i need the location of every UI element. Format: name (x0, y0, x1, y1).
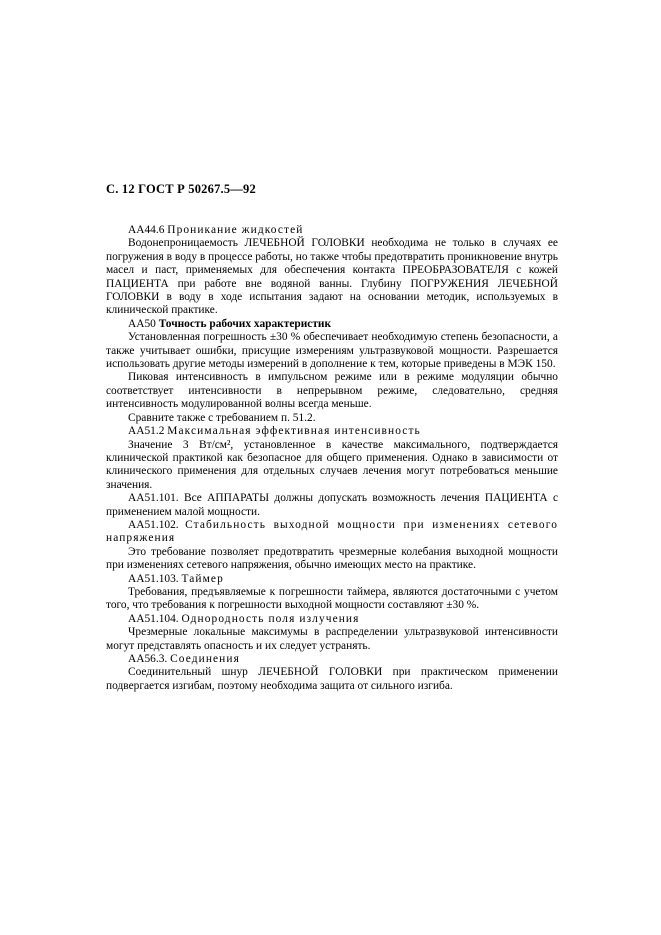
paragraph-text: Требования, предъявляемые к погрешности таймера, являются достаточными с учетом того, что требования к погрешности выходной мощности составляют ±30 %. (106, 585, 558, 612)
paragraph (106, 626, 558, 653)
section-title: Точность рабочих характеристик (158, 317, 332, 330)
section-title: Проникание жидкостей (167, 224, 304, 236)
paragraph-text: Значение 3 Вт/см², установленное в качестве максимального, подтверждается клинической практикой как безопасное для общего применения. Однако в зависимости от клинического применения для отдельных случаев лечения могут потребоваться меньшие значения. (106, 438, 558, 491)
page-number: С. 12 (106, 182, 135, 196)
section-heading-aa51-103 (106, 573, 558, 586)
section-title: Стабильность выходной мощности при изменениях сетевого напряжения (106, 518, 558, 545)
section-heading-aa50 (106, 318, 558, 331)
paragraph (106, 237, 558, 317)
paragraph (106, 586, 558, 613)
paragraph (106, 412, 558, 425)
section-number: АА56.3. (128, 653, 168, 665)
section-number: АА51.101. (128, 492, 179, 505)
paragraph-text: Соединительный шнур ЛЕЧЕБНОЙ ГОЛОВКИ при практическом применении подвергается изгибам, поэтому необходима защита от сильного изгиба. (106, 666, 558, 692)
standard-designation: ГОСТ Р 50267.5—92 (138, 182, 256, 196)
section-title: Однородность поля излучения (181, 612, 360, 625)
paragraph (106, 371, 558, 411)
paragraph-aa51-101 (106, 492, 558, 519)
section-heading-aa44-6 (106, 224, 558, 237)
paragraph-text: Пиковая интенсивность в импульсном режиме или в режиме модуляции обычно соответствует интенсивности в непрерывном режиме, следовательно, средняя интенсивность модулированной волны всегда меньше. (106, 371, 558, 411)
section-number: АА51.2 (128, 425, 165, 438)
paragraph-text: Сравните также с требованием п. 51.2. (128, 411, 316, 424)
page-header (106, 182, 256, 197)
paragraph-text: Чрезмерные локальные максимумы в распределении ультразвуковой интенсивности могут представлять опасность и их следует устранять. (106, 626, 558, 652)
paragraph-text: Это требование позволяет предотвратить чрезмерные колебания выходной мощности при изменениях сетевого напряжения, обычно имеющих место на практике. (106, 545, 558, 572)
section-title: Соединения (170, 653, 240, 665)
section-heading-aa56-3 (106, 653, 558, 666)
document-body (106, 224, 558, 693)
section-title: Максимальная эффективная интенсивность (167, 425, 421, 438)
paragraph-text: Установленная погрешность ±30 % обеспечивает необходимую степень безопасности, а также учитывает ошибки, присущие измерениям ультразвуковой мощности. Разрешается использовать другие методы измерений в дополнение к тем, которые приведены в МЭК 150. (106, 331, 558, 371)
section-heading-aa51-102 (106, 519, 558, 546)
paragraph (106, 666, 558, 693)
section-heading-aa51-104 (106, 613, 558, 626)
section-number: АА51.103. (128, 572, 179, 585)
paragraph (106, 331, 558, 371)
paragraph-text: Водонепроницаемость ЛЕЧЕБНОЙ ГОЛОВКИ необходима не только в случаях ее погружения в воду в процессе работы, но также чтобы предотвратить проникновение внутрь масел и паст, применяемых для обеспечения контакта ПРЕОБРАЗОВАТЕЛЯ с кожей ПАЦИЕНТА при работе вне водяной ванны. Глубину ПОГРУЖЕНИЯ ЛЕЧЕБНОЙ ГОЛОВКИ в воду в ходе испытания задают на основании методик, используемых в клинической практике. (106, 237, 558, 317)
section-number: АА44.6 (128, 224, 165, 236)
section-number: АА50 (128, 317, 156, 330)
section-number: АА51.102. (128, 518, 179, 531)
paragraph (106, 546, 558, 573)
paragraph (106, 439, 558, 493)
section-heading-aa51-2 (106, 425, 558, 438)
section-title: Таймер (181, 572, 224, 585)
section-number: АА51.104. (128, 612, 179, 625)
paragraph-text: Все АППАРАТЫ должны допускать возможность лечения ПАЦИЕНТА с применением малой мощности. (106, 492, 558, 518)
